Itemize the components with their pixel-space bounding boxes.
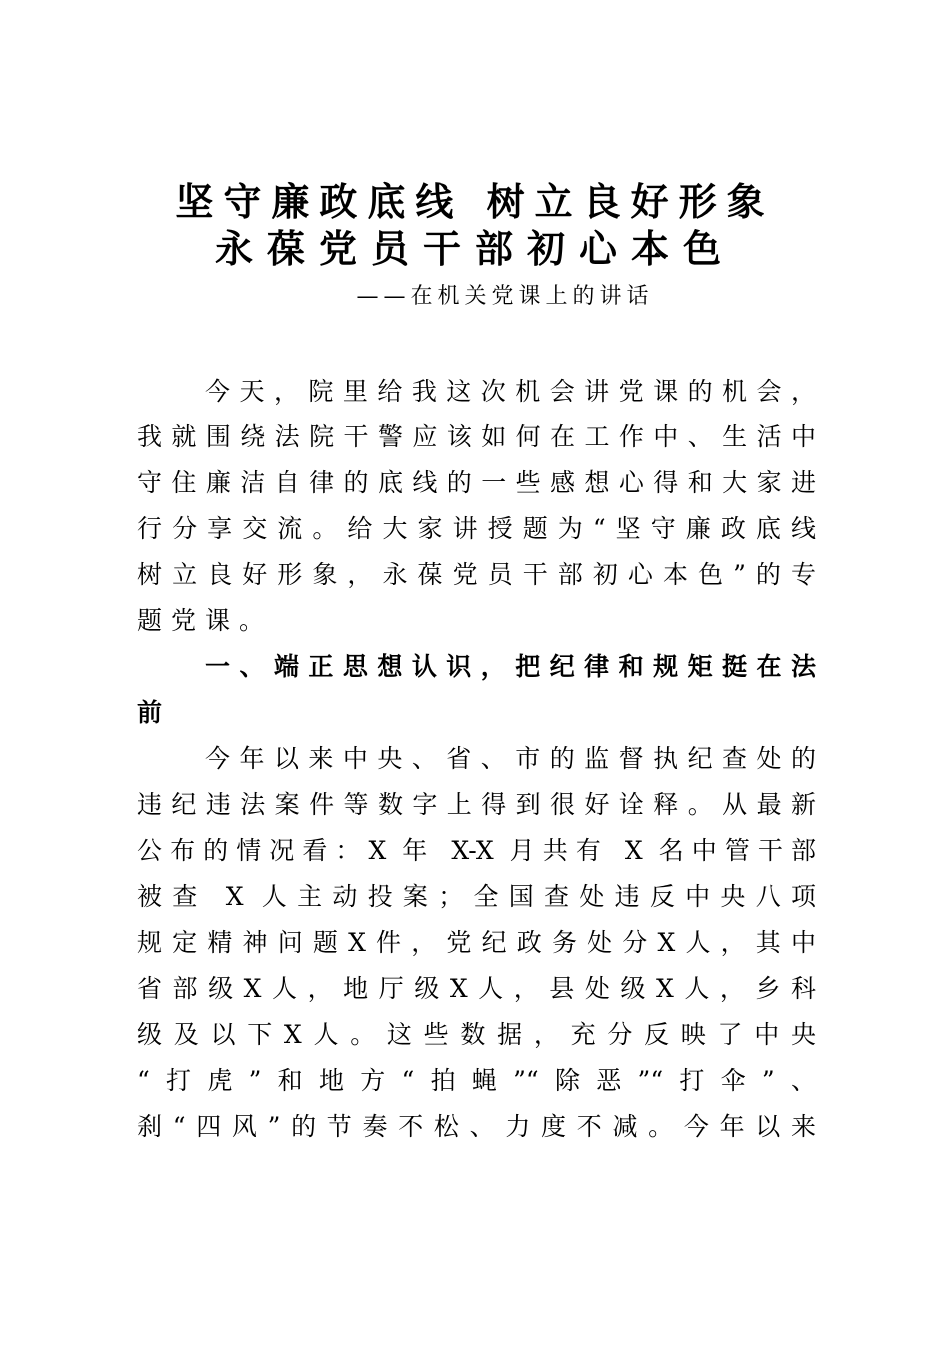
paragraph-2-line: 刹“四风”的节奏不松、力度不减。今年以来 (137, 1112, 816, 1141)
subtitle: ——在机关党课上的讲话 (356, 284, 654, 309)
title-line-1: 坚守廉政底线 树立良好形象 (175, 180, 775, 224)
paragraph-1-line: 今天，院里给我这次机会讲党课的机会， (205, 377, 816, 406)
paragraph-2-line: 公布的情况看：X 年 X-X 月共有 X 名中管干部 (137, 836, 816, 865)
paragraph-2-line: 规定精神问题X件，党纪政务处分X人，其中 (137, 928, 816, 957)
paragraph-2-line: 违纪违法案件等数字上得到很好诠释。从最新 (137, 790, 816, 819)
paragraph-2-line: 省部级X人，地厅级X人，县处级X人，乡科 (137, 974, 816, 1003)
title-line-2: 永葆党员干部初心本色 (214, 227, 735, 271)
paragraph-1-line: 守住廉洁自律的底线的一些感想心得和大家进 (137, 468, 816, 497)
section-heading-line: 前 (137, 698, 172, 727)
paragraph-2-line: 被查 X 人主动投案；全国查处违反中央八项 (137, 882, 816, 911)
paragraph-2-line: “打虎”和地方“拍蝇”“除恶”“打伞”、 (137, 1066, 816, 1095)
paragraph-2-line: 级及以下X人。这些数据，充分反映了中央 (137, 1020, 816, 1049)
paragraph-1-line: 题党课。 (137, 606, 274, 635)
paragraph-1-line: 树立良好形象，永葆党员干部初心本色”的专 (137, 560, 816, 589)
paragraph-1-line: 行分享交流。给大家讲授题为“坚守廉政底线 (137, 514, 816, 543)
paragraph-2-line: 今年以来中央、省、市的监督执纪查处的 (205, 744, 816, 773)
paragraph-1-line: 我就围绕法院干警应该如何在工作中、生活中 (137, 422, 816, 451)
section-heading-line: 一、端正思想认识，把纪律和规矩挺在法 (205, 652, 816, 681)
